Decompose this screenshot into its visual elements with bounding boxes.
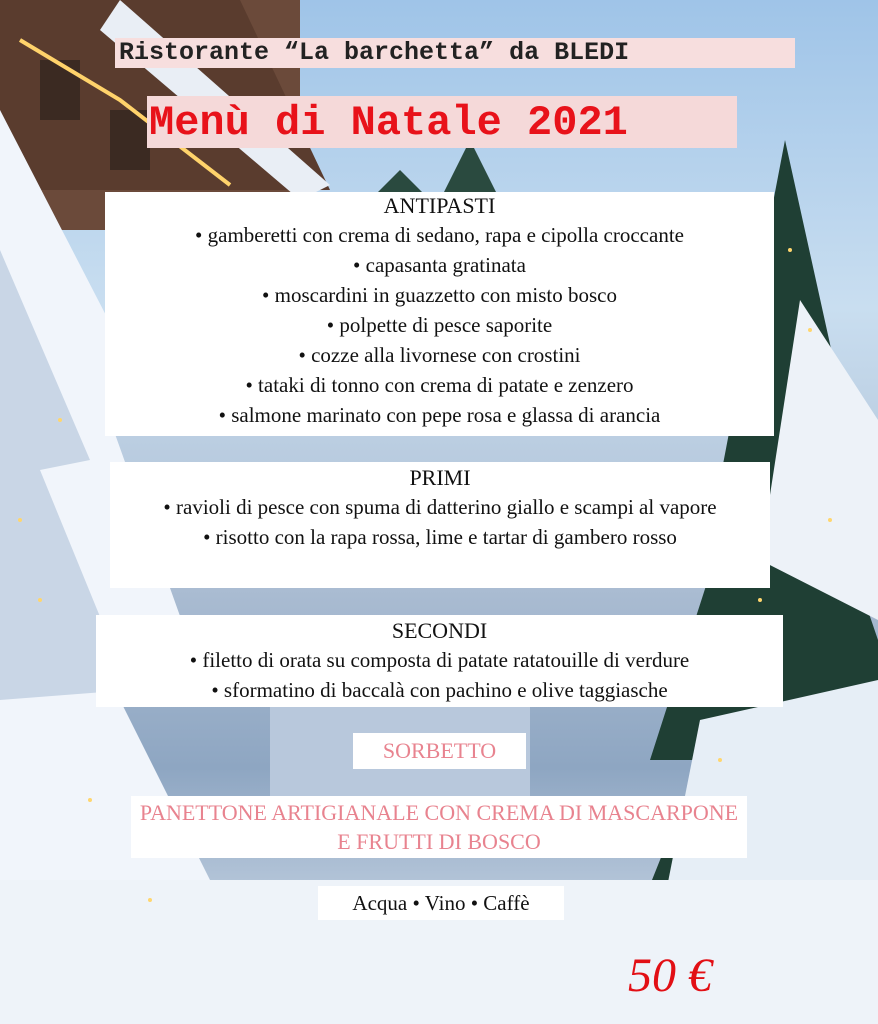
antipasti-title: ANTIPASTI [383,193,496,218]
restaurant-title: Ristorante “La barchetta” da BLEDI [115,38,795,68]
secondi-section [96,615,783,707]
primi-item: • risotto con la rapa rossa, lime e tartar di gambero rosso [203,525,677,549]
antipasti-item: • capasanta gratinata [353,253,526,277]
antipasti-item: • salmone marinato con pepe rosa e glassa di arancia [218,403,661,427]
primi-item: • ravioli di pesce con spuma di datterino giallo e scampi al vapore [163,495,717,519]
secondi-item: • sformatino di baccalà con pachino e olive taggiasche [211,678,668,702]
secondi-item: • filetto di orata su composta di patate ratatouille di verdure [189,648,690,672]
secondi-title: SECONDI [391,618,488,643]
antipasti-item: • moscardini in guazzetto con misto bosco [262,283,617,307]
antipasti-item: • gamberetti con crema di sedano, rapa e cipolla croccante [195,223,684,247]
drinks-label: Acqua • Vino • Caffè [318,886,564,920]
antipasti-section [105,192,774,436]
antipasti-item: • cozze alla livornese con crostini [298,343,581,367]
antipasti-item: • polpette di pesce saporite [326,313,553,337]
menu-title: Menù di Natale 2021 [147,96,737,148]
primi-title: PRIMI [409,465,471,490]
price-label: 50 € [628,949,712,1002]
dessert-label: PANETTONE ARTIGIANALE CON CREMA DI MASCARPONE E FRUTTI DI BOSCO [131,796,747,858]
antipasti-item: • tataki di tonno con crema di patate e zenzero [245,373,634,397]
primi-section [110,462,770,588]
sorbetto-label: SORBETTO [353,733,526,769]
